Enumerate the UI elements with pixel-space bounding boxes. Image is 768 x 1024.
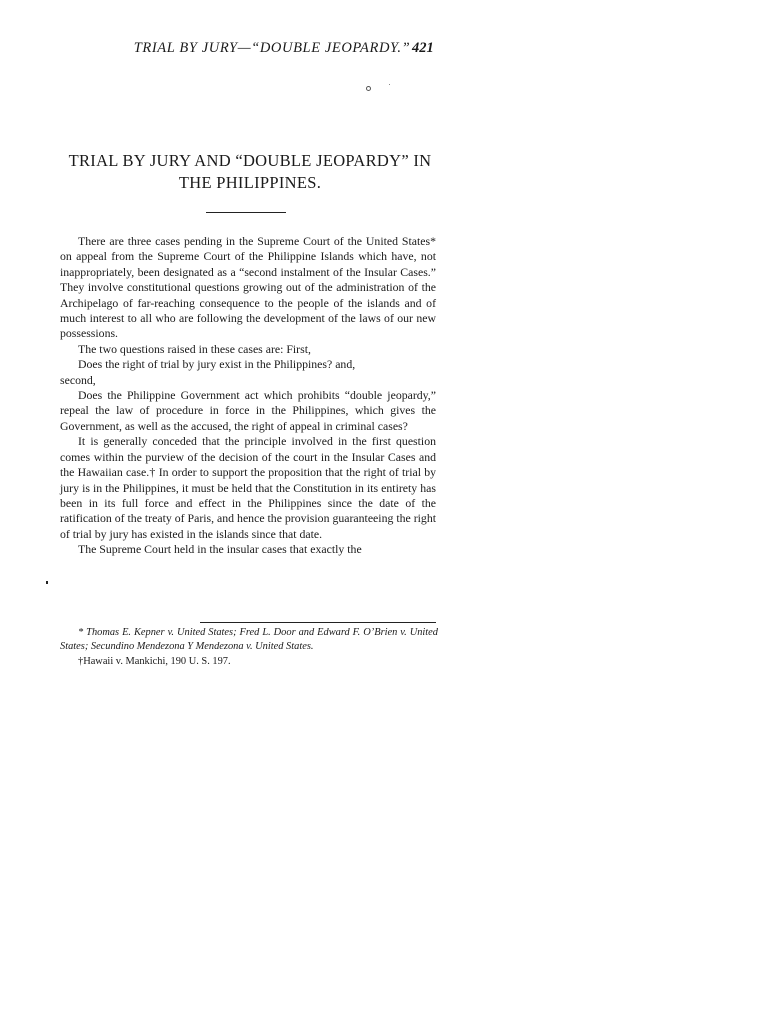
page-number: 421: [412, 40, 434, 56]
article-title: TRIAL BY JURY AND “DOUBLE JEOPARDY” IN THE PHILIPPINES.: [68, 151, 432, 192]
footnote-hawaii: †Hawaii v. Mankichi, 190 U. S. 197.: [78, 656, 231, 668]
footnote-cases: * Thomas E. Kepner v. United States; Fred L. Door and Edward F. O’Brien v. United States; Secundino Mendezona Y Mendezona v. United States.: [60, 627, 438, 652]
paragraph-second-question: Does the Philippine Government act which prohibits “double jeopardy,” repeal the law of procedure in force in the Philippines, which gives the Government, as well as the accused, the right of appeal in criminal cases?: [60, 388, 436, 433]
paragraph-second-label: second,: [60, 372, 96, 387]
paragraph-questions: The two questions raised in these cases are: First,: [78, 341, 311, 356]
print-speck: [389, 84, 390, 85]
paragraph-supreme-court: The Supreme Court held in the insular cases that exactly the: [78, 542, 362, 557]
title-divider: [206, 212, 286, 213]
article-body: [60, 234, 436, 558]
paragraph-intro: There are three cases pending in the Supreme Court of the United States* on appeal from the Supreme Court of the Philippine Islands which have, not inappropriately, been designated as a “second instalment of the Insular Cases.” They involve constitutional questions growing out of the administration of the Archipelago of far-reaching consequence to the people of the islands and of much interest to all who are following the development of the laws of our new possessions.: [60, 234, 436, 341]
footnote-divider: [200, 622, 436, 623]
paragraph-conceded: It is generally conceded that the principle involved in the first question comes within the purview of the decision of the court in the Insular Cases and the Hawaiian case.† In order to support the proposition that the right of trial by jury is in the Philippines, it must be held that the Constitution in its entirety has been in its full force and effect in the Philippines since the date of the ratification of the treaty of Paris, and hence the provision guaranteeing the right of trial by jury has existed in the islands since that date.: [60, 434, 436, 541]
paragraph-first-question: Does the right of trial by jury exist in the Philippines? and,: [78, 357, 356, 372]
print-mark: [366, 86, 371, 91]
footnotes: [60, 626, 438, 671]
margin-mark: [46, 581, 48, 584]
running-head: TRIAL BY JURY—“DOUBLE JEOPARDY.”: [133, 40, 411, 56]
